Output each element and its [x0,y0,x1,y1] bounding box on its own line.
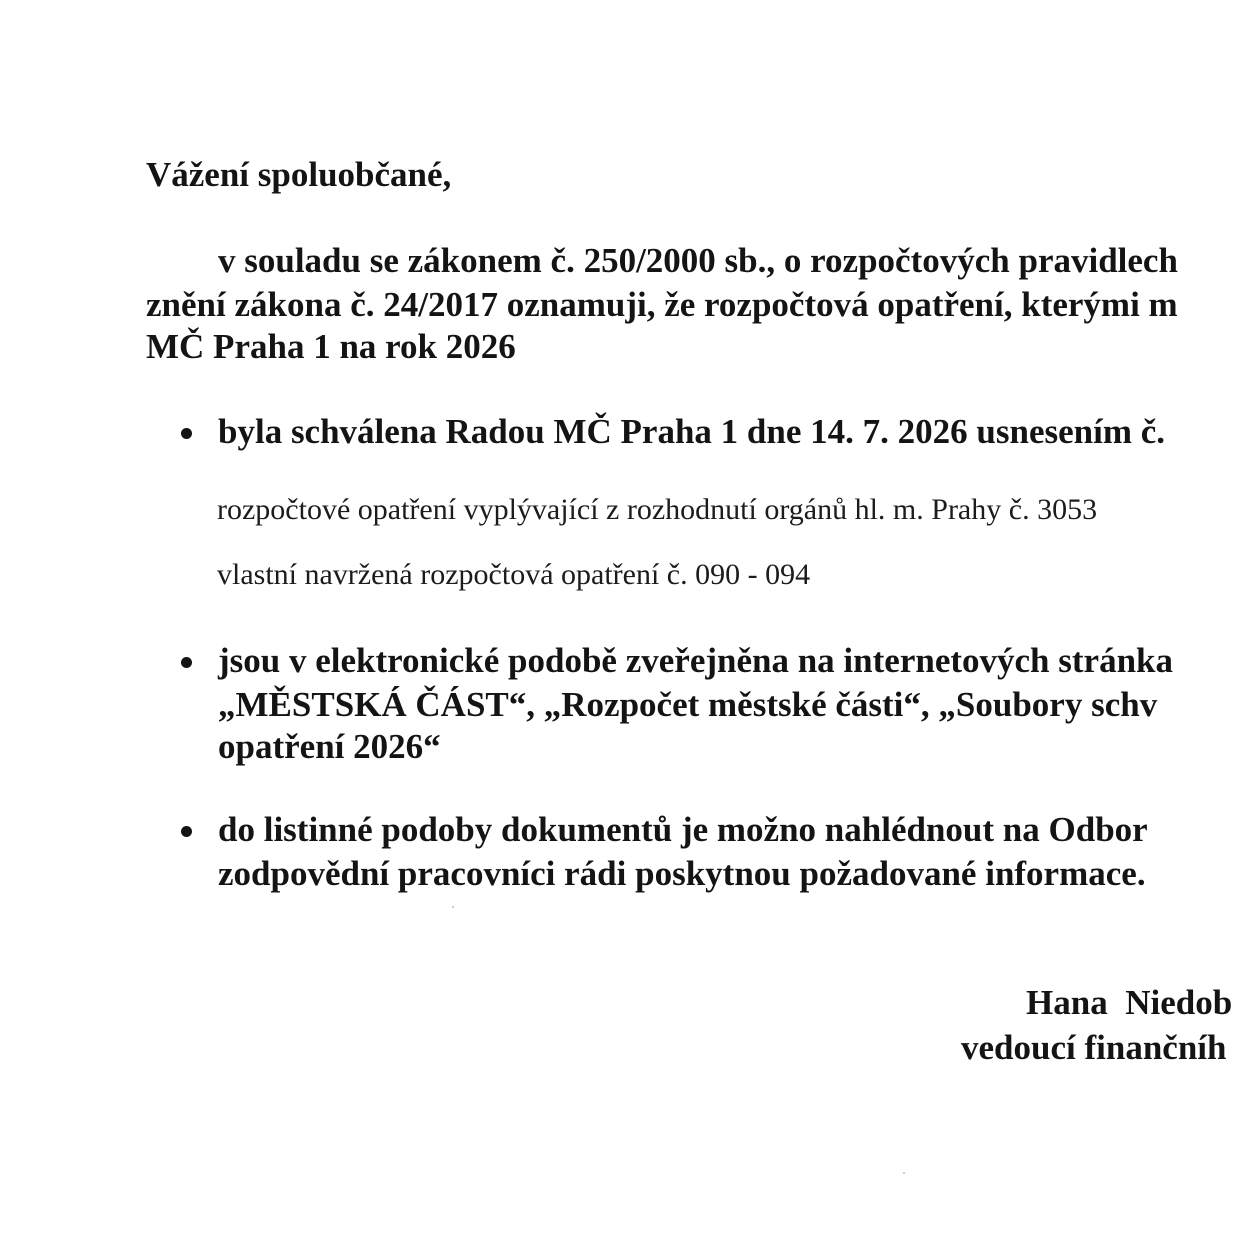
bullet-1-line-1: byla schválena Radou MČ Praha 1 dne 14. 7. 2026 usnesením č. [218,412,1166,451]
scan-speck [903,1172,905,1174]
bullet-2-line-3: opatření 2026“ [218,727,441,766]
bullet-2-line-1: jsou v elektronické podobě zveřejněna na internetových stránka [218,641,1173,680]
bullet-1-detail-1: rozpočtové opatření vyplývající z rozhodnutí orgánů hl. m. Prahy č. 3053 [217,493,1098,526]
intro-line-1: v souladu se zákonem č. 250/2000 sb., o rozpočtových pravidlech [218,241,1178,280]
intro-line-3: MČ Praha 1 na rok 2026 [146,327,516,366]
signature-title: vedoucí finančníh [961,1028,1227,1067]
intro-line-2: znění zákona č. 24/2017 oznamuji, že rozpočtová opatření, kterými m [146,285,1178,324]
salutation: Vážení spoluobčané, [146,155,452,194]
scan-speck [452,906,454,908]
bullet-marker-1 [181,428,192,439]
bullet-2-line-2: „MĚSTSKÁ ČÁST“, „Rozpočet městské části“, „Soubory schv [218,685,1158,724]
bullet-1-detail-2: vlastní navržená rozpočtová opatření č. 090 - 094 [217,558,811,591]
bullet-3-line-1: do listinné podoby dokumentů je možno nahlédnout na Odbor [218,810,1148,849]
signature-name: Hana Niedob [1026,983,1233,1022]
bullet-marker-2 [181,657,192,668]
bullet-3-line-2: zodpovědní pracovníci rádi poskytnou požadované informace. [218,854,1146,893]
bullet-marker-3 [181,826,192,837]
